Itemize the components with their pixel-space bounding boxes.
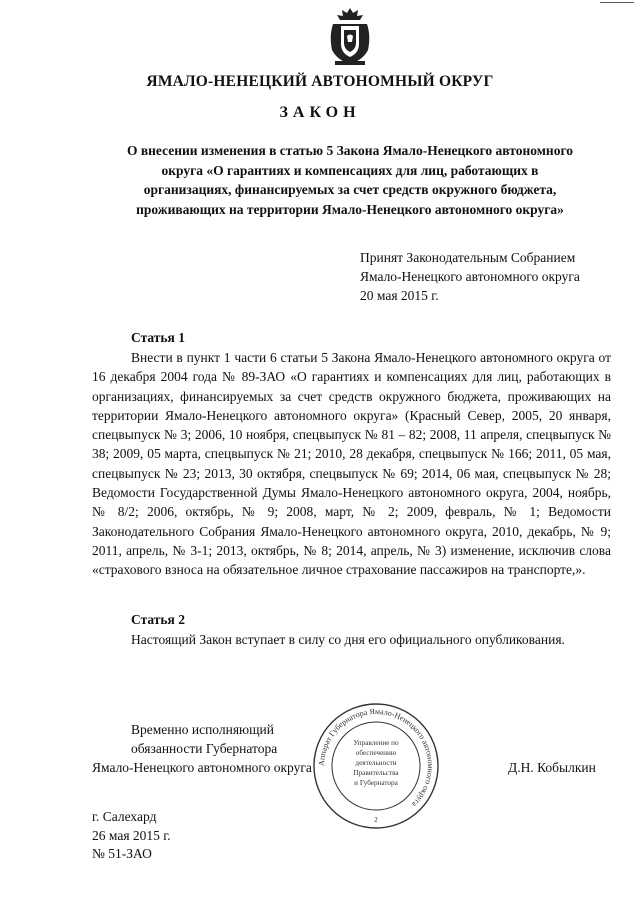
article-2-heading: Статья 2 [131,612,185,627]
coat-of-arms-icon [327,6,373,68]
subject-line: округа «О гарантиях и компенсациях для лиц, работающих в [161,162,539,178]
issue-date: 26 мая 2015 г. [92,827,171,843]
issue-details [92,808,171,864]
region-title: ЯМАЛО-НЕНЕЦКИЙ АВТОНОМНЫЙ ОКРУГ [146,73,494,90]
law-number: № 51-ЗАО [92,846,152,861]
corner-mark [600,2,634,3]
stamp-center-line: и Губернатора [354,779,398,787]
article-2-text: Настоящий Закон вступает в силу со дня его официального опубликования. [131,632,565,647]
signer-position-line: обязанности Губернатора [131,741,278,756]
subject-line: организациях, финансируемых за счет средств окружного бюджета, [143,182,557,197]
adoption-line: Принят Законодательным Собранием [360,250,576,265]
stamp-ring-text: Аппарат Губернатора Ямало-Ненецкого автономного округа [316,706,436,809]
stamp-center-line: Управление по [353,739,399,747]
subject-line: О внесении изменения в статью 5 Закона Ямало-Ненецкого автономного [126,143,574,158]
stamp-number: 2 [374,816,378,824]
signer-position-line: Временно исполняющий [131,722,274,737]
article-1-text: Внести в пункт 1 части 6 статьи 5 Закона Ямало-Ненецкого автономного округа от 16 декабря 2004 года № 89-ЗАО «О гарантиях и компенсациях для лиц, работающих в организациях, финансируемых за счет средств окружного бюджета, проживающих на территории Ямало-Ненецкого автономного округа» (Красный Север, 2005, 20 января, спецвыпуск № 3; 2006, 10 ноября, спецвыпуск № 81 – 82; 2008, 11 апреля, спецвыпуск № 38; 2009, 05 марта, спецвыпуск № 21; 2010, 28 декабря, спецвыпуск № 166; 2011, 05 мая, спецвыпуск № 23; 2013, 30 октября, спецвыпуск № 69; 2014, 06 мая, спецвыпуск № 28; Ведомости Государственной Думы Ямало-Ненецкого автономного округа, 2004, ноябрь, № 8/2; 2006, октябрь, № 9; 2008, март, № 2; 2009, февраль, № 1; Ведомости Законодательного Собрания Ямало-Ненецкого автономного округа, 2010, декабрь, № 9; 2011, апрель, № 3-1; 2013, октябрь, № 8; 2014, апрель, № 3) изменение, исключив слова «страхового взноса на обязательное личное страхование пассажиров на транспорте,». [92,350,611,578]
subject-line: проживающих на территории Ямало-Ненецкого автономного округа» [136,201,564,217]
document-subject [95,141,605,219]
adoption-date: 20 мая 2015 г. [360,288,439,303]
stamp-center-line: Правительства [353,769,399,777]
stamp-center-line: обеспечению [355,749,397,757]
stamp-center-line: деятельности [355,759,397,767]
signer-name: Д.Н. Кобылкин [508,760,596,775]
signer-position-line: Ямало-Ненецкого автономного округа [92,760,312,775]
official-stamp [311,701,441,831]
adoption-note [360,248,620,305]
article-1-heading: Статья 1 [131,330,185,345]
adoption-line: Ямало-Ненецкого автономного округа [360,269,580,284]
document-type-title: ЗАКОН [279,104,361,121]
issue-place: г. Салехард [92,809,157,824]
